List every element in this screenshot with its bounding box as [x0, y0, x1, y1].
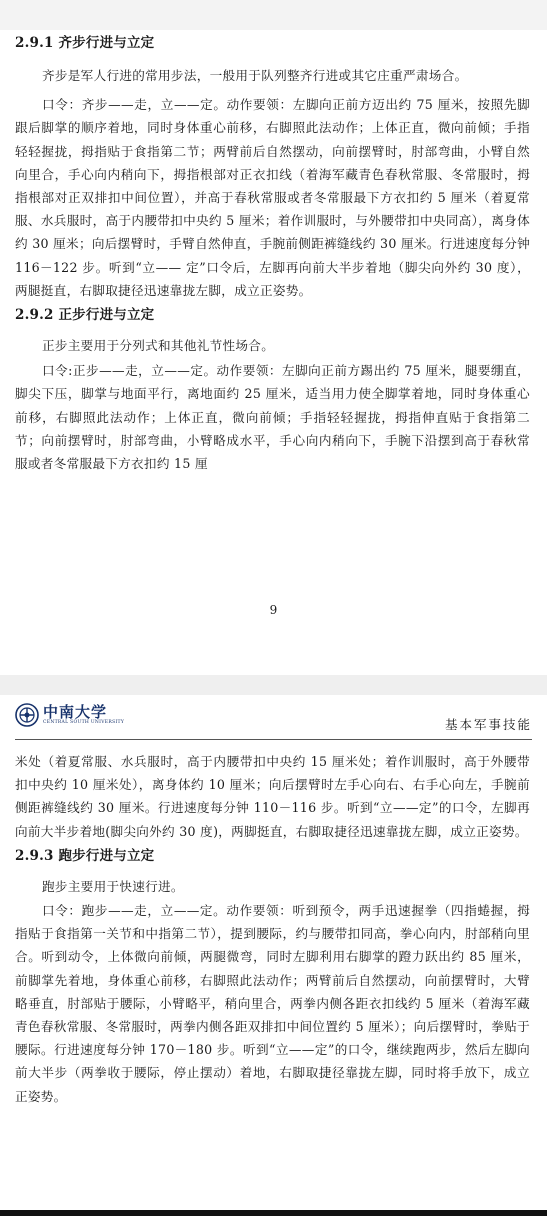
screen-bottom-bar [0, 1210, 547, 1216]
university-logo [15, 703, 124, 727]
screen-top-bar [0, 0, 547, 30]
paragraph: 跑步主要用于快速行进。 [42, 878, 184, 894]
document-page-9 [0, 30, 547, 675]
page-9-content [0, 30, 547, 475]
section-heading-2-9-3: 2.9.3 跑步行进与立定 [15, 847, 155, 864]
logo-name-en: CENTRAL SOUTH UNIVERSITY [43, 720, 125, 725]
page-number: 9 [269, 603, 278, 617]
paragraph: 口令：跑步——走，立——定。动作要领：听到预令，两手迅速握拳（四指蜷握，拇指贴于食指第一关节和中指第二节），提到腰际，约与腰带扣同高，拳心向内，肘部稍向里合。听到动令，上体微向前倾，两腿微弯，同时左脚利用右脚掌的蹬力跃出约 85 厘米，前脚掌先着地，身体重心前移，右脚照此法动作；两臂前后自然摆动，向前摆臂时，大臂略垂直，肘部贴于腰际，小臂略平，稍向里合，两拳内侧各距衣扣线约 5 厘米（着海军藏青色春秋常服、冬常服时，两拳内侧各距双排扣中间位置约 5 厘米）；向后摆臂时，拳贴于腰际。行进速度每分钟 170－180 步。听到“立——定”的口令，继续跑两步，然后左脚向前大半步（两拳收于腰际，停止摆动）着地，右脚取捷径靠拢左脚，同时将手放下，成立正姿势。 [15, 903, 530, 1104]
header-title: 基本军事技能 [444, 717, 532, 732]
page-header [15, 695, 532, 740]
paragraph: 齐步是军人行进的常用步法，一般用于队列整齐行进或其它庄重严肃场合。 [42, 68, 468, 83]
paragraph: 口令：齐步——走，立——定。动作要领：左脚向正前方迈出约 75 厘米，按照先脚跟后脚掌的顺序着地，同时身体重心前移，右脚照此法动作；上体正直，微向前倾；手指轻轻握拢，拇指贴于食指第二节；两臂前后自然摆动，向前摆臂时，肘部弯曲，小臂自然向里合，手心向内稍向下，拇指根部对正衣扣线（着海军藏青色春秋常服、冬常服时，拇指根部对正双排扣中间位置），并高于春秋常服或者冬常服最下方衣扣约 5 厘米（着夏常服、水兵服时，高于内腰带扣中央约 5 厘米；着作训服时，与外腰带扣中央同高），离身体约 30 厘米；向后摆臂时，手臂自然伸直，手腕前侧距裤缝线约 30 厘米。行进速度每分钟 116－122 步。听到“立—— 定”口令后，左脚再向前大半步着地（脚尖向外约 30 度），两腿挺直，右脚取捷径迅速靠拢左脚，成立正姿势。 [15, 97, 530, 298]
page-10-content [0, 750, 547, 1108]
logo-name-cn: 中南大学 [43, 703, 108, 721]
document-page-10 [0, 695, 547, 1210]
paragraph: 米处（着夏常服、水兵服时，高于内腰带扣中央约 15 厘米处；着作训服时，高于外腰带扣中央约 10 厘米处），离身体约 10 厘米；向后摆臂时左手心向右、右手心向左，手腕前侧距裤缝线约 30 厘米。行进速度每分钟 110－116 步。听到“立——定”的口令，左脚再向前大半步着地(脚尖向外约 30 度)，两脚挺直，右脚取捷径迅速靠拢左脚，成立正姿势。 [15, 754, 530, 839]
page-gap [0, 675, 547, 695]
section-heading-2-9-2: 2.9.2 正步行进与立定 [15, 307, 155, 324]
university-emblem-icon [15, 703, 39, 727]
paragraph: 正步主要用于分列式和其他礼节性场合。 [42, 338, 275, 354]
paragraph: 口令:正步——走，立——定。动作要领：左脚向正前方踢出约 75 厘米，腿要绷直，脚尖下压，脚掌与地面平行，离地面约 25 厘米，适当用力使全脚掌着地，同时身体重心前移，右脚照此法动作；上体正直，微向前倾；手指轻轻握拢，拇指伸直贴于食指第二节；向前摆臂时，肘部弯曲，小臂略成水平，手心向内稍向下，手腕下沿摆到高于春秋常服或者冬常服最下方衣扣约 15 厘 [15, 363, 530, 472]
section-heading-2-9-1: 2.9.1 齐步行进与立定 [15, 35, 155, 51]
